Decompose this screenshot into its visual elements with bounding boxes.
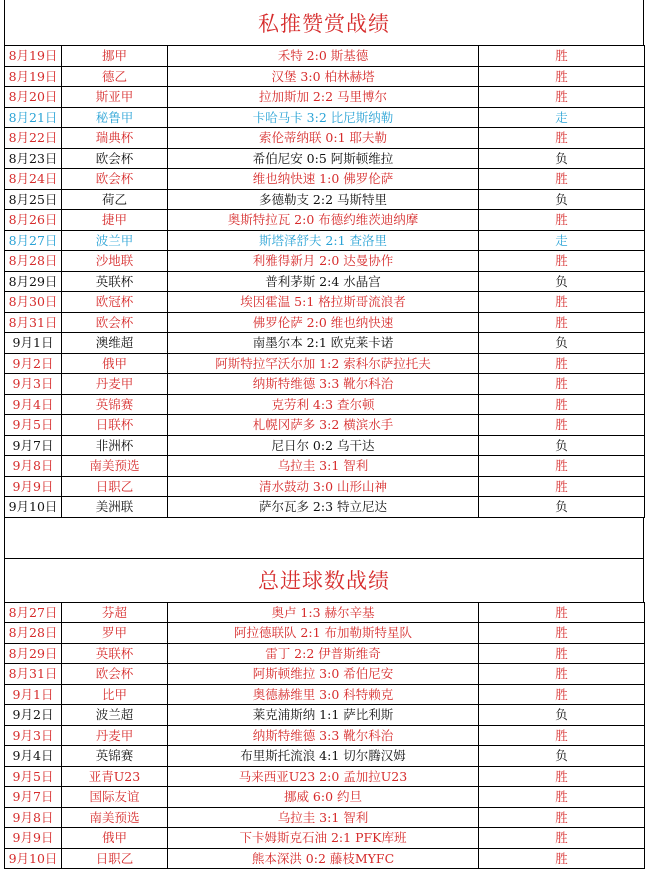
table-row: [5, 292, 645, 313]
result-cell: 胜: [479, 169, 645, 190]
table-row: [5, 684, 645, 705]
result-cell: 胜: [479, 787, 645, 808]
date-cell: 8月22日: [5, 128, 62, 149]
date-cell: 8月28日: [5, 251, 62, 272]
match-cell: 尼日尔 0:2 乌干达: [168, 435, 479, 456]
table-row: [5, 766, 645, 787]
table-row: [5, 66, 645, 87]
match-cell: 札幌冈萨多 3:2 横滨水手: [168, 415, 479, 436]
league-cell: 英锦赛: [62, 394, 168, 415]
league-cell: 欧会杯: [62, 312, 168, 333]
match-cell: 乌拉圭 3:1 智利: [168, 456, 479, 477]
league-cell: 美洲联: [62, 497, 168, 518]
league-cell: 沙地联: [62, 251, 168, 272]
result-cell: 胜: [479, 374, 645, 395]
section2-title: 总进球数战绩: [4, 558, 644, 602]
date-cell: 8月19日: [5, 66, 62, 87]
date-cell: 9月9日: [5, 828, 62, 849]
table-row: [5, 87, 645, 108]
league-cell: 丹麦甲: [62, 725, 168, 746]
date-cell: 9月5日: [5, 766, 62, 787]
match-cell: 利雅得新月 2:0 达曼协作: [168, 251, 479, 272]
date-cell: 9月5日: [5, 415, 62, 436]
result-cell: 走: [479, 107, 645, 128]
date-cell: 8月31日: [5, 312, 62, 333]
result-cell: 胜: [479, 602, 645, 623]
result-cell: 胜: [479, 664, 645, 685]
match-cell: 希伯尼安 0:5 阿斯顿维拉: [168, 148, 479, 169]
match-cell: 维也纳快速 1:0 佛罗伦萨: [168, 169, 479, 190]
result-cell: 胜: [479, 848, 645, 869]
result-cell: 负: [479, 271, 645, 292]
match-cell: 乌拉圭 3:1 智利: [168, 807, 479, 828]
table-row: [5, 725, 645, 746]
match-cell: 索伦蒂纳联 0:1 耶夫勒: [168, 128, 479, 149]
table-row: [5, 148, 645, 169]
date-cell: 9月8日: [5, 807, 62, 828]
table-row: [5, 787, 645, 808]
table-row: [5, 251, 645, 272]
match-cell: 阿斯特拉罕沃尔加 1:2 索科尔萨拉托夫: [168, 353, 479, 374]
league-cell: 俄甲: [62, 353, 168, 374]
table-row: [5, 374, 645, 395]
table-row: [5, 848, 645, 869]
date-cell: 8月29日: [5, 643, 62, 664]
date-cell: 8月24日: [5, 169, 62, 190]
league-cell: 日联杯: [62, 415, 168, 436]
date-cell: 9月9日: [5, 476, 62, 497]
league-cell: 南美预选: [62, 456, 168, 477]
match-cell: 克劳利 4:3 查尔顿: [168, 394, 479, 415]
result-cell: 负: [479, 333, 645, 354]
league-cell: 欧会杯: [62, 169, 168, 190]
table-row: [5, 230, 645, 251]
league-cell: 丹麦甲: [62, 374, 168, 395]
result-cell: 胜: [479, 415, 645, 436]
league-cell: 欧会杯: [62, 148, 168, 169]
date-cell: 9月4日: [5, 394, 62, 415]
date-cell: 9月2日: [5, 353, 62, 374]
date-cell: 8月28日: [5, 623, 62, 644]
league-cell: 挪甲: [62, 46, 168, 67]
result-cell: 负: [479, 148, 645, 169]
table-row: [5, 664, 645, 685]
match-cell: 斯塔泽舒夫 2:1 查洛里: [168, 230, 479, 251]
table-row: [5, 643, 645, 664]
date-cell: 8月25日: [5, 189, 62, 210]
table-row: [5, 210, 645, 231]
match-cell: 卡哈马卡 3:2 比尼斯纳勒: [168, 107, 479, 128]
table-row: [5, 456, 645, 477]
date-cell: 9月7日: [5, 787, 62, 808]
date-cell: 9月1日: [5, 333, 62, 354]
league-cell: 澳维超: [62, 333, 168, 354]
result-cell: 胜: [479, 456, 645, 477]
result-cell: 胜: [479, 684, 645, 705]
match-cell: 禾特 2:0 斯基德: [168, 46, 479, 67]
match-cell: 雷丁 2:2 伊普斯维奇: [168, 643, 479, 664]
date-cell: 9月8日: [5, 456, 62, 477]
league-cell: 非洲杯: [62, 435, 168, 456]
date-cell: 8月26日: [5, 210, 62, 231]
date-cell: 8月21日: [5, 107, 62, 128]
match-cell: 布里斯托流浪 4:1 切尔腾汉姆: [168, 746, 479, 767]
table-row: [5, 602, 645, 623]
result-cell: 负: [479, 746, 645, 767]
date-cell: 9月3日: [5, 725, 62, 746]
date-cell: 9月7日: [5, 435, 62, 456]
match-cell: 佛罗伦萨 2:0 维也纳快速: [168, 312, 479, 333]
match-cell: 南墨尔本 2:1 欧克莱卡诺: [168, 333, 479, 354]
match-cell: 阿斯顿维拉 3:0 希伯尼安: [168, 664, 479, 685]
league-cell: 捷甲: [62, 210, 168, 231]
section1-table: [4, 45, 645, 518]
date-cell: 9月10日: [5, 848, 62, 869]
result-cell: 胜: [479, 725, 645, 746]
match-cell: 埃因霍温 5:1 格拉斯哥流浪者: [168, 292, 479, 313]
match-cell: 莱克浦斯纳 1:1 萨比利斯: [168, 705, 479, 726]
table-row: [5, 705, 645, 726]
result-cell: 负: [479, 705, 645, 726]
date-cell: 8月27日: [5, 602, 62, 623]
result-cell: 胜: [479, 643, 645, 664]
table-row: [5, 746, 645, 767]
result-cell: 胜: [479, 210, 645, 231]
result-cell: 胜: [479, 623, 645, 644]
match-cell: 阿拉德联队 2:1 布加勒斯特星队: [168, 623, 479, 644]
league-cell: 比甲: [62, 684, 168, 705]
table-row: [5, 394, 645, 415]
result-cell: 胜: [479, 292, 645, 313]
result-cell: 胜: [479, 766, 645, 787]
result-cell: 胜: [479, 66, 645, 87]
result-cell: 胜: [479, 353, 645, 374]
league-cell: 瑞典杯: [62, 128, 168, 149]
result-cell: 胜: [479, 251, 645, 272]
table-row: [5, 169, 645, 190]
match-cell: 挪威 6:0 约旦: [168, 787, 479, 808]
league-cell: 罗甲: [62, 623, 168, 644]
league-cell: 波兰超: [62, 705, 168, 726]
league-cell: 日职乙: [62, 848, 168, 869]
section-spacer: [4, 518, 644, 558]
section1-title: 私推赞赏战绩: [4, 0, 644, 45]
result-cell: 负: [479, 189, 645, 210]
match-cell: 纳斯特维德 3:3 靴尔科治: [168, 374, 479, 395]
record-sheet: [4, 0, 644, 869]
table-row: [5, 46, 645, 67]
result-cell: 胜: [479, 87, 645, 108]
league-cell: 俄甲: [62, 828, 168, 849]
match-cell: 普利茅斯 2:4 水晶宫: [168, 271, 479, 292]
result-cell: 胜: [479, 128, 645, 149]
table-row: [5, 107, 645, 128]
league-cell: 欧冠杯: [62, 292, 168, 313]
result-cell: 胜: [479, 312, 645, 333]
result-cell: 胜: [479, 46, 645, 67]
league-cell: 南美预选: [62, 807, 168, 828]
league-cell: 荷乙: [62, 189, 168, 210]
league-cell: 英锦赛: [62, 746, 168, 767]
league-cell: 日职乙: [62, 476, 168, 497]
match-cell: 奥斯特拉瓦 2:0 布德约维茨迪纳摩: [168, 210, 479, 231]
result-cell: 胜: [479, 828, 645, 849]
date-cell: 8月29日: [5, 271, 62, 292]
league-cell: 国际友谊: [62, 787, 168, 808]
date-cell: 8月31日: [5, 664, 62, 685]
league-cell: 英联杯: [62, 271, 168, 292]
match-cell: 奥卢 1:3 赫尔辛基: [168, 602, 479, 623]
result-cell: 负: [479, 497, 645, 518]
result-cell: 胜: [479, 394, 645, 415]
section2-table: [4, 602, 645, 869]
table-row: [5, 497, 645, 518]
date-cell: 9月10日: [5, 497, 62, 518]
league-cell: 波兰甲: [62, 230, 168, 251]
match-cell: 萨尔瓦多 2:3 特立尼达: [168, 497, 479, 518]
result-cell: 负: [479, 435, 645, 456]
date-cell: 9月3日: [5, 374, 62, 395]
date-cell: 8月19日: [5, 46, 62, 67]
date-cell: 8月27日: [5, 230, 62, 251]
league-cell: 亚青U23: [62, 766, 168, 787]
league-cell: 秘鲁甲: [62, 107, 168, 128]
match-cell: 纳斯特维德 3:3 靴尔科治: [168, 725, 479, 746]
table-row: [5, 476, 645, 497]
table-row: [5, 828, 645, 849]
match-cell: 拉加斯加 2:2 马里博尔: [168, 87, 479, 108]
date-cell: 9月4日: [5, 746, 62, 767]
table-row: [5, 312, 645, 333]
table-row: [5, 353, 645, 374]
match-cell: 奥德赫维里 3:0 科特赖克: [168, 684, 479, 705]
match-cell: 马来西亚U23 2:0 孟加拉U23: [168, 766, 479, 787]
league-cell: 芬超: [62, 602, 168, 623]
date-cell: 9月1日: [5, 684, 62, 705]
table-row: [5, 415, 645, 436]
result-cell: 胜: [479, 476, 645, 497]
league-cell: 欧会杯: [62, 664, 168, 685]
date-cell: 8月23日: [5, 148, 62, 169]
table-row: [5, 807, 645, 828]
table-row: [5, 271, 645, 292]
date-cell: 9月2日: [5, 705, 62, 726]
match-cell: 汉堡 3:0 柏林赫塔: [168, 66, 479, 87]
table-row: [5, 623, 645, 644]
result-cell: 走: [479, 230, 645, 251]
match-cell: 多德勒支 2:2 马斯特里: [168, 189, 479, 210]
league-cell: 德乙: [62, 66, 168, 87]
table-row: [5, 333, 645, 354]
date-cell: 8月30日: [5, 292, 62, 313]
league-cell: 斯亚甲: [62, 87, 168, 108]
table-row: [5, 189, 645, 210]
date-cell: 8月20日: [5, 87, 62, 108]
match-cell: 熊本深洪 0:2 藤枝MYFC: [168, 848, 479, 869]
result-cell: 胜: [479, 807, 645, 828]
league-cell: 英联杯: [62, 643, 168, 664]
match-cell: 清水鼓动 3:0 山形山神: [168, 476, 479, 497]
match-cell: 下卡姆斯克石油 2:1 PFK库班: [168, 828, 479, 849]
table-row: [5, 435, 645, 456]
table-row: [5, 128, 645, 149]
